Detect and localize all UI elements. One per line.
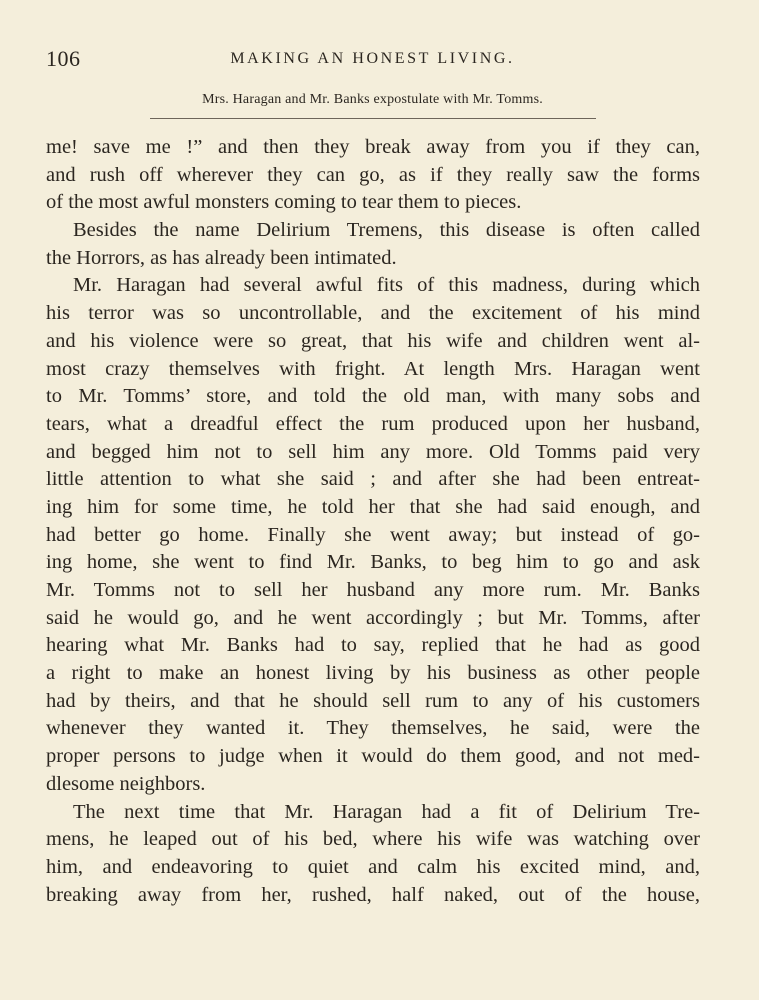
text-line: most crazy themselves with fright. At length Mrs. Haragan went: [46, 357, 700, 380]
caption-divider: [150, 118, 596, 119]
text-line: of the most awful monsters coming to tear them to pieces.: [46, 191, 522, 214]
text-line: had better go home. Finally she went away; but instead of go-: [46, 523, 700, 546]
text-line: ing home, she went to find Mr. Banks, to beg him to go and ask: [46, 551, 700, 574]
text-line: to Mr. Tomms’ store, and told the old man, with many sobs and: [46, 385, 700, 408]
page-header: [46, 46, 699, 76]
text-line: and begged him not to sell him any more. Old Tomms paid very: [46, 440, 700, 463]
text-line: hearing what Mr. Banks had to say, replied that he had as good: [46, 634, 700, 657]
text-line: dlesome neighbors.: [46, 772, 206, 795]
text-line: tears, what a dreadful effect the rum produced upon her husband,: [46, 412, 700, 435]
text-line: and rush off wherever they can go, as if they really saw the forms: [46, 163, 700, 186]
text-line: whenever they wanted it. They themselves, he said, were the: [46, 717, 700, 740]
text-line: Besides the name Delirium Tremens, this disease is often called: [73, 219, 700, 242]
text-line: Mr. Tomms not to sell her husband any more rum. Mr. Banks: [46, 579, 700, 601]
running-title: MAKING AN HONEST LIVING.: [230, 50, 515, 67]
text-line: ing him for some time, he told her that she had said enough, and: [46, 495, 700, 518]
text-line: me! save me !” and then they break away from you if they can,: [46, 136, 700, 158]
text-line: proper persons to judge when it would do them good, and not med-: [46, 745, 700, 768]
text-line: said he would go, and he went accordingly ; but Mr. Tomms, after: [46, 606, 700, 629]
text-line: breaking away from her, rushed, half naked, out of the house,: [46, 883, 700, 906]
text-line: the Horrors, as has already been intimated.: [46, 246, 397, 269]
text-line: his terror was so uncontrollable, and the excitement of his mind: [46, 302, 700, 325]
text-line: Mr. Haragan had several awful fits of this madness, during which: [73, 274, 700, 297]
text-line: and his violence were so great, that his wife and children went al-: [46, 329, 700, 352]
body-text: [46, 134, 700, 909]
text-line: mens, he leaped out of his bed, where his wife was watching over: [46, 828, 700, 851]
illustration-caption: Mrs. Haragan and Mr. Banks expostulate with Mr. Tomms.: [202, 92, 543, 107]
text-line: had by theirs, and that he should sell rum to any of his customers: [46, 689, 700, 712]
text-line: little attention to what she said ; and after she had been entreat-: [46, 468, 700, 491]
page-number: 106: [46, 46, 81, 71]
text-line: The next time that Mr. Haragan had a fit of Delirium Tre-: [73, 800, 700, 823]
text-line: a right to make an honest living by his business as other people: [46, 662, 700, 685]
text-line: him, and endeavoring to quiet and calm his excited mind, and,: [46, 855, 700, 878]
